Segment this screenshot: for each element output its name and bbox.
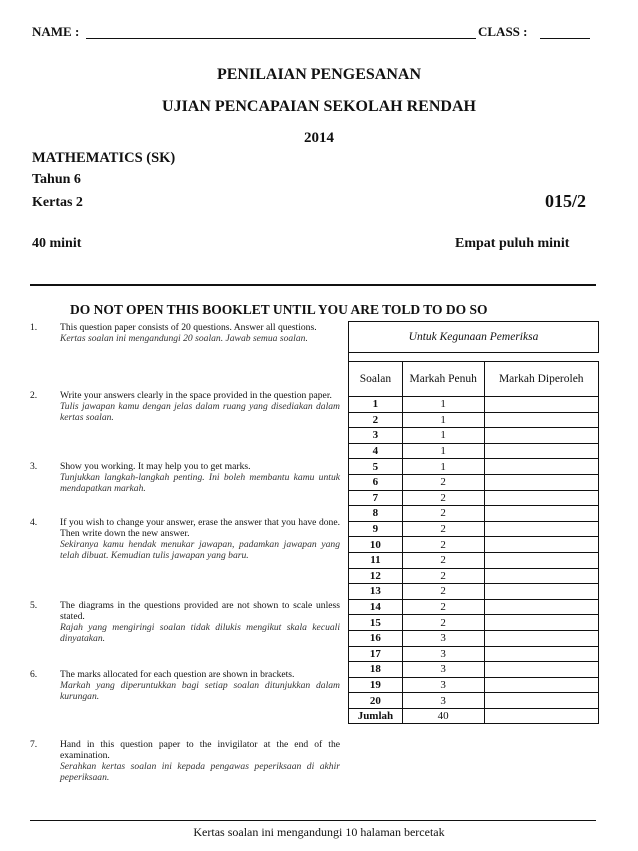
- table-header-row: [349, 362, 599, 397]
- full-marks: 2: [402, 521, 484, 537]
- question-number: 11: [349, 552, 403, 568]
- full-marks: 3: [402, 693, 484, 709]
- col-header-markah-penuh: Markah Penuh: [402, 362, 484, 397]
- full-marks: 3: [402, 677, 484, 693]
- full-marks: 3: [402, 662, 484, 678]
- total-obtained-cell[interactable]: [484, 708, 599, 724]
- marks-obtained-cell[interactable]: [484, 568, 599, 584]
- paper-number: Kertas 2: [32, 195, 83, 210]
- examiner-marks-table: [348, 321, 599, 724]
- marks-obtained-cell[interactable]: [484, 630, 599, 646]
- year-level: Tahun 6: [32, 172, 81, 187]
- instruction-text-en: Show you working. It may help you to get marks.: [60, 461, 251, 472]
- table-row: [349, 615, 599, 631]
- question-number: 16: [349, 630, 403, 646]
- instruction-6: [30, 669, 340, 702]
- col-header-markah-diperoleh: Markah Diperoleh: [484, 362, 599, 397]
- marks-obtained-cell[interactable]: [484, 474, 599, 490]
- question-number: 4: [349, 443, 403, 459]
- marks-obtained-cell[interactable]: [484, 412, 599, 428]
- instruction-text-ms: Markah yang diperuntukkan bagi setiap soalan ditunjukkan dalam kurungan.: [60, 680, 340, 702]
- full-marks: 1: [402, 428, 484, 444]
- question-number: 13: [349, 584, 403, 600]
- marks-obtained-cell[interactable]: [484, 584, 599, 600]
- full-marks: 3: [402, 646, 484, 662]
- total-value: 40: [402, 708, 484, 724]
- instruction-text-en: The marks allocated for each question are shown in brackets.: [60, 669, 295, 680]
- instruction-text-ms: Kertas soalan ini mengandungi 20 soalan. Jawab semua soalan.: [60, 333, 308, 344]
- warning-text: DO NOT OPEN THIS BOOKLET UNTIL YOU ARE TOLD TO DO SO: [70, 302, 488, 317]
- title-line-1: PENILAIAN PENGESANAN: [216, 66, 422, 83]
- table-caption: Untuk Kegunaan Pemeriksa: [349, 322, 599, 353]
- instruction-number: 4.: [30, 517, 38, 528]
- title-year: 2014: [304, 130, 334, 146]
- title-line-2: UJIAN PENCAPAIAN SEKOLAH RENDAH: [162, 98, 476, 115]
- instruction-text-ms: Sekiranya kamu hendak menukar jawapan, padamkan jawapan yang telah dibuat. Kemudian tulis jawapan yang baru.: [60, 539, 340, 561]
- name-label: NAME :: [32, 24, 80, 39]
- instruction-text-ms: Serahkan kertas soalan ini kepada pengawas peperiksaan di akhir peperiksaan.: [60, 761, 340, 783]
- marks-obtained-cell[interactable]: [484, 428, 599, 444]
- full-marks: 2: [402, 615, 484, 631]
- footer-separator: [30, 820, 596, 821]
- full-marks: 2: [402, 490, 484, 506]
- full-marks: 2: [402, 568, 484, 584]
- table-row: [349, 474, 599, 490]
- table-row: [349, 662, 599, 678]
- table-row: [349, 506, 599, 522]
- table-row: [349, 677, 599, 693]
- marks-obtained-cell[interactable]: [484, 615, 599, 631]
- question-number: 15: [349, 615, 403, 631]
- question-number: 12: [349, 568, 403, 584]
- full-marks: 1: [402, 459, 484, 475]
- question-number: 1: [349, 397, 403, 413]
- marks-obtained-cell[interactable]: [484, 552, 599, 568]
- total-label: Jumlah: [349, 708, 403, 724]
- col-header-soalan: Soalan: [349, 362, 403, 397]
- instruction-text-ms: Tulis jawapan kamu dengan jelas dalam ruang yang disediakan dalam kertas soalan.: [60, 401, 340, 423]
- question-number: 2: [349, 412, 403, 428]
- marks-obtained-cell[interactable]: [484, 599, 599, 615]
- class-field[interactable]: [540, 38, 590, 39]
- table-row: [349, 412, 599, 428]
- marks-obtained-cell[interactable]: [484, 693, 599, 709]
- full-marks: 2: [402, 552, 484, 568]
- table-row: [349, 552, 599, 568]
- full-marks: 3: [402, 630, 484, 646]
- marks-obtained-cell[interactable]: [484, 646, 599, 662]
- question-number: 20: [349, 693, 403, 709]
- question-number: 19: [349, 677, 403, 693]
- instruction-text-ms: Tunjukkan langkah-langkah penting. Ini boleh membantu kamu untuk mendapatkan markah.: [60, 472, 340, 494]
- table-row: [349, 397, 599, 413]
- marks-obtained-cell[interactable]: [484, 490, 599, 506]
- full-marks: 2: [402, 474, 484, 490]
- name-field[interactable]: [86, 38, 476, 39]
- instruction-number: 6.: [30, 669, 38, 680]
- table-row: [349, 443, 599, 459]
- instruction-number: 1.: [30, 322, 38, 333]
- question-number: 10: [349, 537, 403, 553]
- full-marks: 2: [402, 537, 484, 553]
- table-total-row: [349, 708, 599, 724]
- table-row: [349, 568, 599, 584]
- marks-obtained-cell[interactable]: [484, 506, 599, 522]
- table-caption-row: [349, 322, 599, 353]
- question-number: 7: [349, 490, 403, 506]
- separator-line: [30, 284, 596, 286]
- class-label: CLASS :: [478, 24, 528, 39]
- question-number: 9: [349, 521, 403, 537]
- instruction-4: [30, 517, 340, 561]
- instruction-number: 5.: [30, 600, 38, 611]
- question-number: 8: [349, 506, 403, 522]
- question-number: 17: [349, 646, 403, 662]
- full-marks: 2: [402, 506, 484, 522]
- instruction-5: [30, 600, 340, 644]
- subject: MATHEMATICS (SK): [32, 150, 176, 166]
- instruction-3: [30, 461, 340, 494]
- full-marks: 1: [402, 443, 484, 459]
- full-marks: 2: [402, 599, 484, 615]
- instruction-number: 2.: [30, 390, 38, 401]
- marks-obtained-cell[interactable]: [484, 443, 599, 459]
- instruction-number: 3.: [30, 461, 38, 472]
- table-row: [349, 521, 599, 537]
- table-row: [349, 490, 599, 506]
- instruction-text-en: If you wish to change your answer, erase the answer that you have done. Then write down the new answer.: [60, 517, 340, 539]
- table-row: [349, 459, 599, 475]
- full-marks: 1: [402, 397, 484, 413]
- duration-words: Empat puluh minit: [455, 236, 570, 251]
- instruction-text-en: The diagrams in the questions provided are not shown to scale unless stated.: [60, 600, 340, 622]
- instruction-2: [30, 390, 340, 423]
- full-marks: 1: [402, 412, 484, 428]
- marks-obtained-cell[interactable]: [484, 521, 599, 537]
- duration: 40 minit: [32, 236, 82, 251]
- marks-obtained-cell[interactable]: [484, 677, 599, 693]
- footer-text: Kertas soalan ini mengandungi 10 halaman bercetak: [193, 825, 445, 839]
- instruction-1: [30, 322, 340, 344]
- table-row: [349, 630, 599, 646]
- full-marks: 2: [402, 584, 484, 600]
- paper-code: 015/2: [545, 191, 587, 211]
- table-row: [349, 584, 599, 600]
- table-row: [349, 646, 599, 662]
- instruction-text-en: Hand in this question paper to the invigilator at the end of the examination.: [60, 739, 340, 761]
- question-number: 14: [349, 599, 403, 615]
- question-number: 5: [349, 459, 403, 475]
- table-row: [349, 537, 599, 553]
- marks-obtained-cell[interactable]: [484, 537, 599, 553]
- marks-obtained-cell[interactable]: [484, 459, 599, 475]
- table-body: [349, 397, 599, 709]
- question-number: 6: [349, 474, 403, 490]
- table-gap-row: [349, 353, 599, 362]
- instruction-text-ms: Rajah yang mengiringi soalan tidak dilukis mengikut skala kecuali dinyatakan.: [60, 622, 340, 644]
- question-number: 3: [349, 428, 403, 444]
- instruction-text-en: Write your answers clearly in the space provided in the question paper.: [60, 390, 332, 401]
- instruction-number: 7.: [30, 739, 38, 750]
- question-number: 18: [349, 662, 403, 678]
- marks-obtained-cell[interactable]: [484, 397, 599, 413]
- table-row: [349, 693, 599, 709]
- table-row: [349, 599, 599, 615]
- instruction-text-en: This question paper consists of 20 questions. Answer all questions.: [60, 322, 317, 333]
- marks-obtained-cell[interactable]: [484, 662, 599, 678]
- instruction-7: [30, 739, 340, 783]
- table-row: [349, 428, 599, 444]
